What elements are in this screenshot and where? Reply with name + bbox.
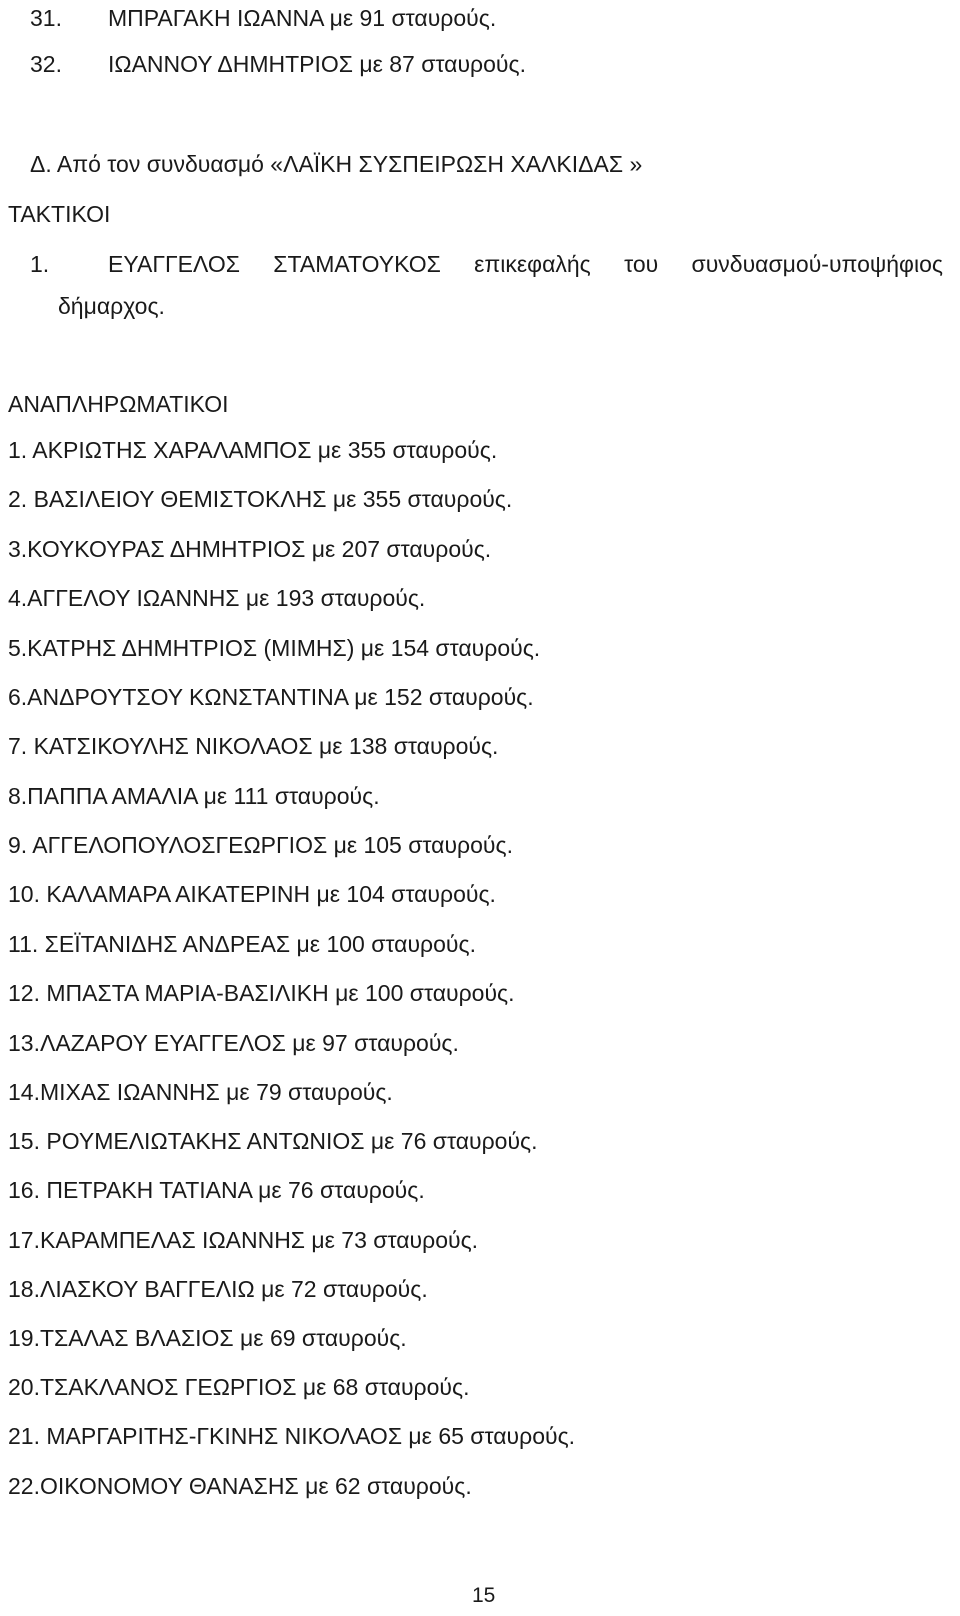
substitute-item: 6.ΑΝΔΡΟΥΤΣΟΥ ΚΩΝΣΤΑΝΤΙΝΑ με 152 σταυρούς.	[8, 684, 534, 710]
word: επικεφαλής	[474, 251, 591, 277]
item-number: 32.	[30, 51, 62, 77]
substitute-item: 16. ΠΕΤΡΑΚΗ ΤΑΤΙΑΝΑ με 76 σταυρούς.	[8, 1177, 425, 1203]
word: ΕΥΑΓΓΕΛΟΣ	[108, 251, 240, 277]
substitute-item: 2. ΒΑΣΙΛΕΙΟΥ ΘΕΜΙΣΤΟΚΛΗΣ με 355 σταυρούς.	[8, 486, 513, 512]
item-text: ΙΩΑΝΝΟΥ ΔΗΜΗΤΡΙΟΣ με 87 σταυρούς.	[108, 51, 526, 77]
substitute-item: 11. ΣΕΪΤΑΝΙΔΗΣ ΑΝΔΡΕΑΣ με 100 σταυρούς.	[8, 931, 476, 957]
substitute-item: 5.ΚΑΤΡΗΣ ΔΗΜΗΤΡΙΟΣ (ΜΙΜΗΣ) με 154 σταυρούς.	[8, 635, 541, 661]
substitute-item: 3.ΚΟΥΚΟΥΡΑΣ ΔΗΜΗΤΡΙΟΣ με 207 σταυρούς.	[8, 536, 492, 562]
regular-members-heading: ΤΑΚΤΙΚΟΙ	[8, 201, 111, 227]
substitute-item: 12. ΜΠΑΣΤΑ ΜΑΡΙΑ-ΒΑΣΙΛΙΚΗ με 100 σταυρούς.	[8, 980, 515, 1006]
word: ΣΤΑΜΑΤΟΥΚΟΣ	[273, 251, 441, 277]
substitute-item: 1. ΑΚΡΙΩΤΗΣ ΧΑΡΑΛΑΜΠΟΣ με 355 σταυρούς.	[8, 437, 498, 463]
substitute-item: 22.ΟΙΚΟΝΟΜΟΥ ΘΑΝΑΣΗΣ με 62 σταυρούς.	[8, 1473, 472, 1499]
item-number: 1.	[30, 251, 50, 277]
substitute-item: 10. ΚΑΛΑΜΑΡΑ ΑΙΚΑΤΕΡΙΝΗ με 104 σταυρούς.	[8, 881, 496, 907]
substitute-members-heading: ΑΝΑΠΛΗΡΩΜΑΤΙΚΟΙ	[8, 391, 229, 417]
word: του	[624, 251, 659, 277]
substitute-item: 14.ΜΙΧΑΣ ΙΩΑΝΝΗΣ με 79 σταυρούς.	[8, 1079, 393, 1105]
substitute-item: 4.ΑΓΓΕΛΟΥ ΙΩΑΝΝΗΣ με 193 σταυρούς.	[8, 585, 426, 611]
regular-member-continuation: δήμαρχος.	[58, 293, 165, 319]
substitute-item: 8.ΠΑΠΠΑ ΑΜΑΛΙΑ με 111 σταυρούς.	[8, 783, 380, 809]
substitute-item: 7. ΚΑΤΣΙΚΟΥΛΗΣ ΝΙΚΟΛΑΟΣ με 138 σταυρούς.	[8, 733, 499, 759]
regular-member-line	[108, 250, 943, 278]
substitute-item: 17.ΚΑΡΑΜΠΕΛΑΣ ΙΩΑΝΝΗΣ με 73 σταυρούς.	[8, 1227, 479, 1253]
substitute-item: 18.ΛΙΑΣΚΟΥ ΒΑΓΓΕΛΙΩ με 72 σταυρούς.	[8, 1276, 428, 1302]
word: συνδυασμού-υποψήφιος	[691, 251, 943, 277]
substitute-item: 19.ΤΣΑΛΑΣ ΒΛΑΣΙΟΣ με 69 σταυρούς.	[8, 1325, 407, 1351]
item-text: ΜΠΡΑΓΑΚΗ ΙΩΑΝΝΑ με 91 σταυρούς.	[108, 5, 497, 31]
substitute-item: 9. ΑΓΓΕΛΟΠΟΥΛΟΣΓΕΩΡΓΙΟΣ με 105 σταυρούς.	[8, 832, 513, 858]
section-heading: Δ. Από τον συνδυασμό «ΛΑΪΚΗ ΣΥΣΠΕΙΡΩΣΗ ΧΑΛΚΙΔΑΣ »	[30, 151, 643, 177]
substitute-item: 13.ΛΑΖΑΡΟΥ ΕΥΑΓΓΕΛΟΣ με 97 σταυρούς.	[8, 1030, 459, 1056]
item-number: 31.	[30, 5, 62, 31]
substitute-item: 21. ΜΑΡΓΑΡΙΤΗΣ-ΓΚΙΝΗΣ ΝΙΚΟΛΑΟΣ με 65 σταυρούς.	[8, 1423, 576, 1449]
substitute-item: 15. ΡΟΥΜΕΛΙΩΤΑΚΗΣ ΑΝΤΩΝΙΟΣ με 76 σταυρούς.	[8, 1128, 538, 1154]
substitute-item: 20.ΤΣΑΚΛΑΝΟΣ ΓΕΩΡΓΙΟΣ με 68 σταυρούς.	[8, 1374, 470, 1400]
page-number: 15	[472, 1584, 496, 1607]
